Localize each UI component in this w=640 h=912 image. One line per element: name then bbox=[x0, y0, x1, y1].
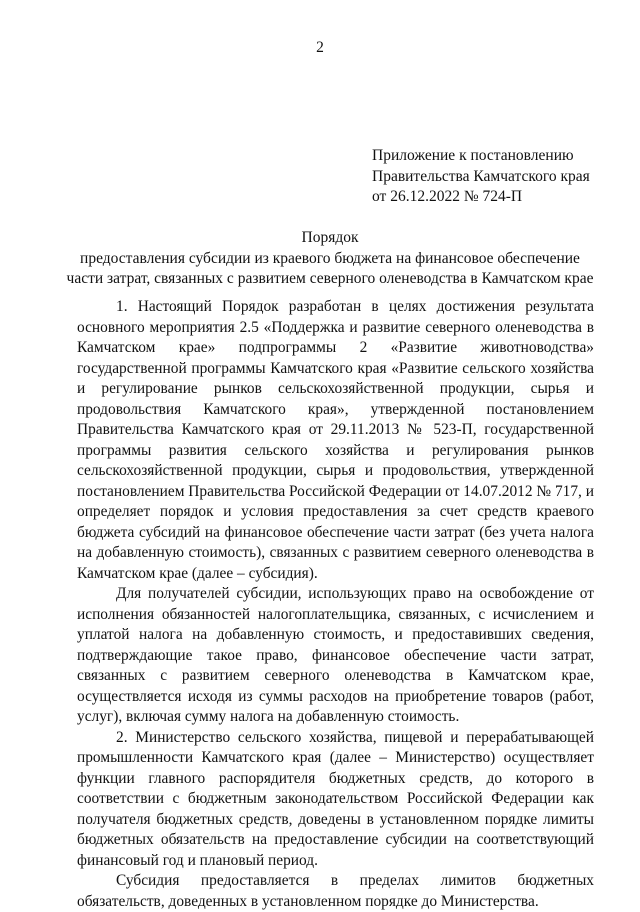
page-number: 2 bbox=[316, 39, 324, 56]
document-body bbox=[77, 297, 594, 912]
appendix-line-3: от 26.12.2022 № 724-П bbox=[372, 188, 523, 205]
appendix-block bbox=[372, 146, 622, 208]
heading-title: Порядок bbox=[301, 229, 359, 246]
paragraph-4: Субсидия предоставляется в пределах лимитов бюджетных обязательств, доведенных в установленном порядке до Министерства. bbox=[77, 872, 594, 910]
heading-line-2: части затрат, связанных с развитием северного оленеводства в Камчатском крае bbox=[66, 270, 594, 287]
paragraph-1: 1. Настоящий Порядок разработан в целях достижения результата основного мероприятия 2.5 «Поддержка и развитие северного оленеводства в Камчатском крае» подпрограммы 2 «Развитие животноводства» государственной программы Камчатского края «Развитие сельского хозяйства и регулирование рынков сельскохозяйственной продукции, сырья и продовольствия Камчатского края», утвержденной постановлением Правительства Камчатского края от 29.11.2013 № 523-П, государственной программы развития сельского хозяйства и регулирования рынков сельскохозяйственной продукции, сырья и продовольствия, утвержденной постановлением Правительства Российской Федерации от 14.07.2012 № 717, и определяет порядок и условия предоставления за счет средств краевого бюджета субсидий на финансовое обеспечение части затрат (без учета налога на добавленную стоимость), связанных с развитием северного оленеводства в Камчатском крае (далее – субсидия). bbox=[77, 298, 594, 582]
paragraph-3: 2. Министерство сельского хозяйства, пищевой и перерабатывающей промышленности Камчатского края (далее – Министерство) осуществляет функции главного распорядителя бюджетных средств, до которого в соответствии с бюджетным законодательством Российской Федерации как получателя бюджетных средств, доведены в установленном порядке лимиты бюджетных обязательств на предоставление субсидии на соответствующий финансовый год и плановый период. bbox=[77, 728, 594, 869]
appendix-line-2: Правительства Камчатского края bbox=[372, 167, 590, 185]
paragraph-2: Для получателей субсидии, использующих право на освобождение от исполнения обязанностей налогоплательщика, связанных, с исчислением и уплатой налога на добавленную стоимость, и предоставивших сведения, подтверждающие такое право, финансовое обеспечение части затрат, связанных с развитием северного оленеводства в Камчатском крае, осуществляется исходя из суммы расходов на приобретение товаров (работ, услуг), включая сумму налога на добавленную стоимость. bbox=[77, 585, 594, 725]
document-heading bbox=[60, 228, 600, 290]
heading-line-1: предоставления субсидии из краевого бюджета на финансовое обеспечение bbox=[80, 249, 580, 267]
appendix-line-1: Приложение к постановлению bbox=[372, 147, 574, 164]
